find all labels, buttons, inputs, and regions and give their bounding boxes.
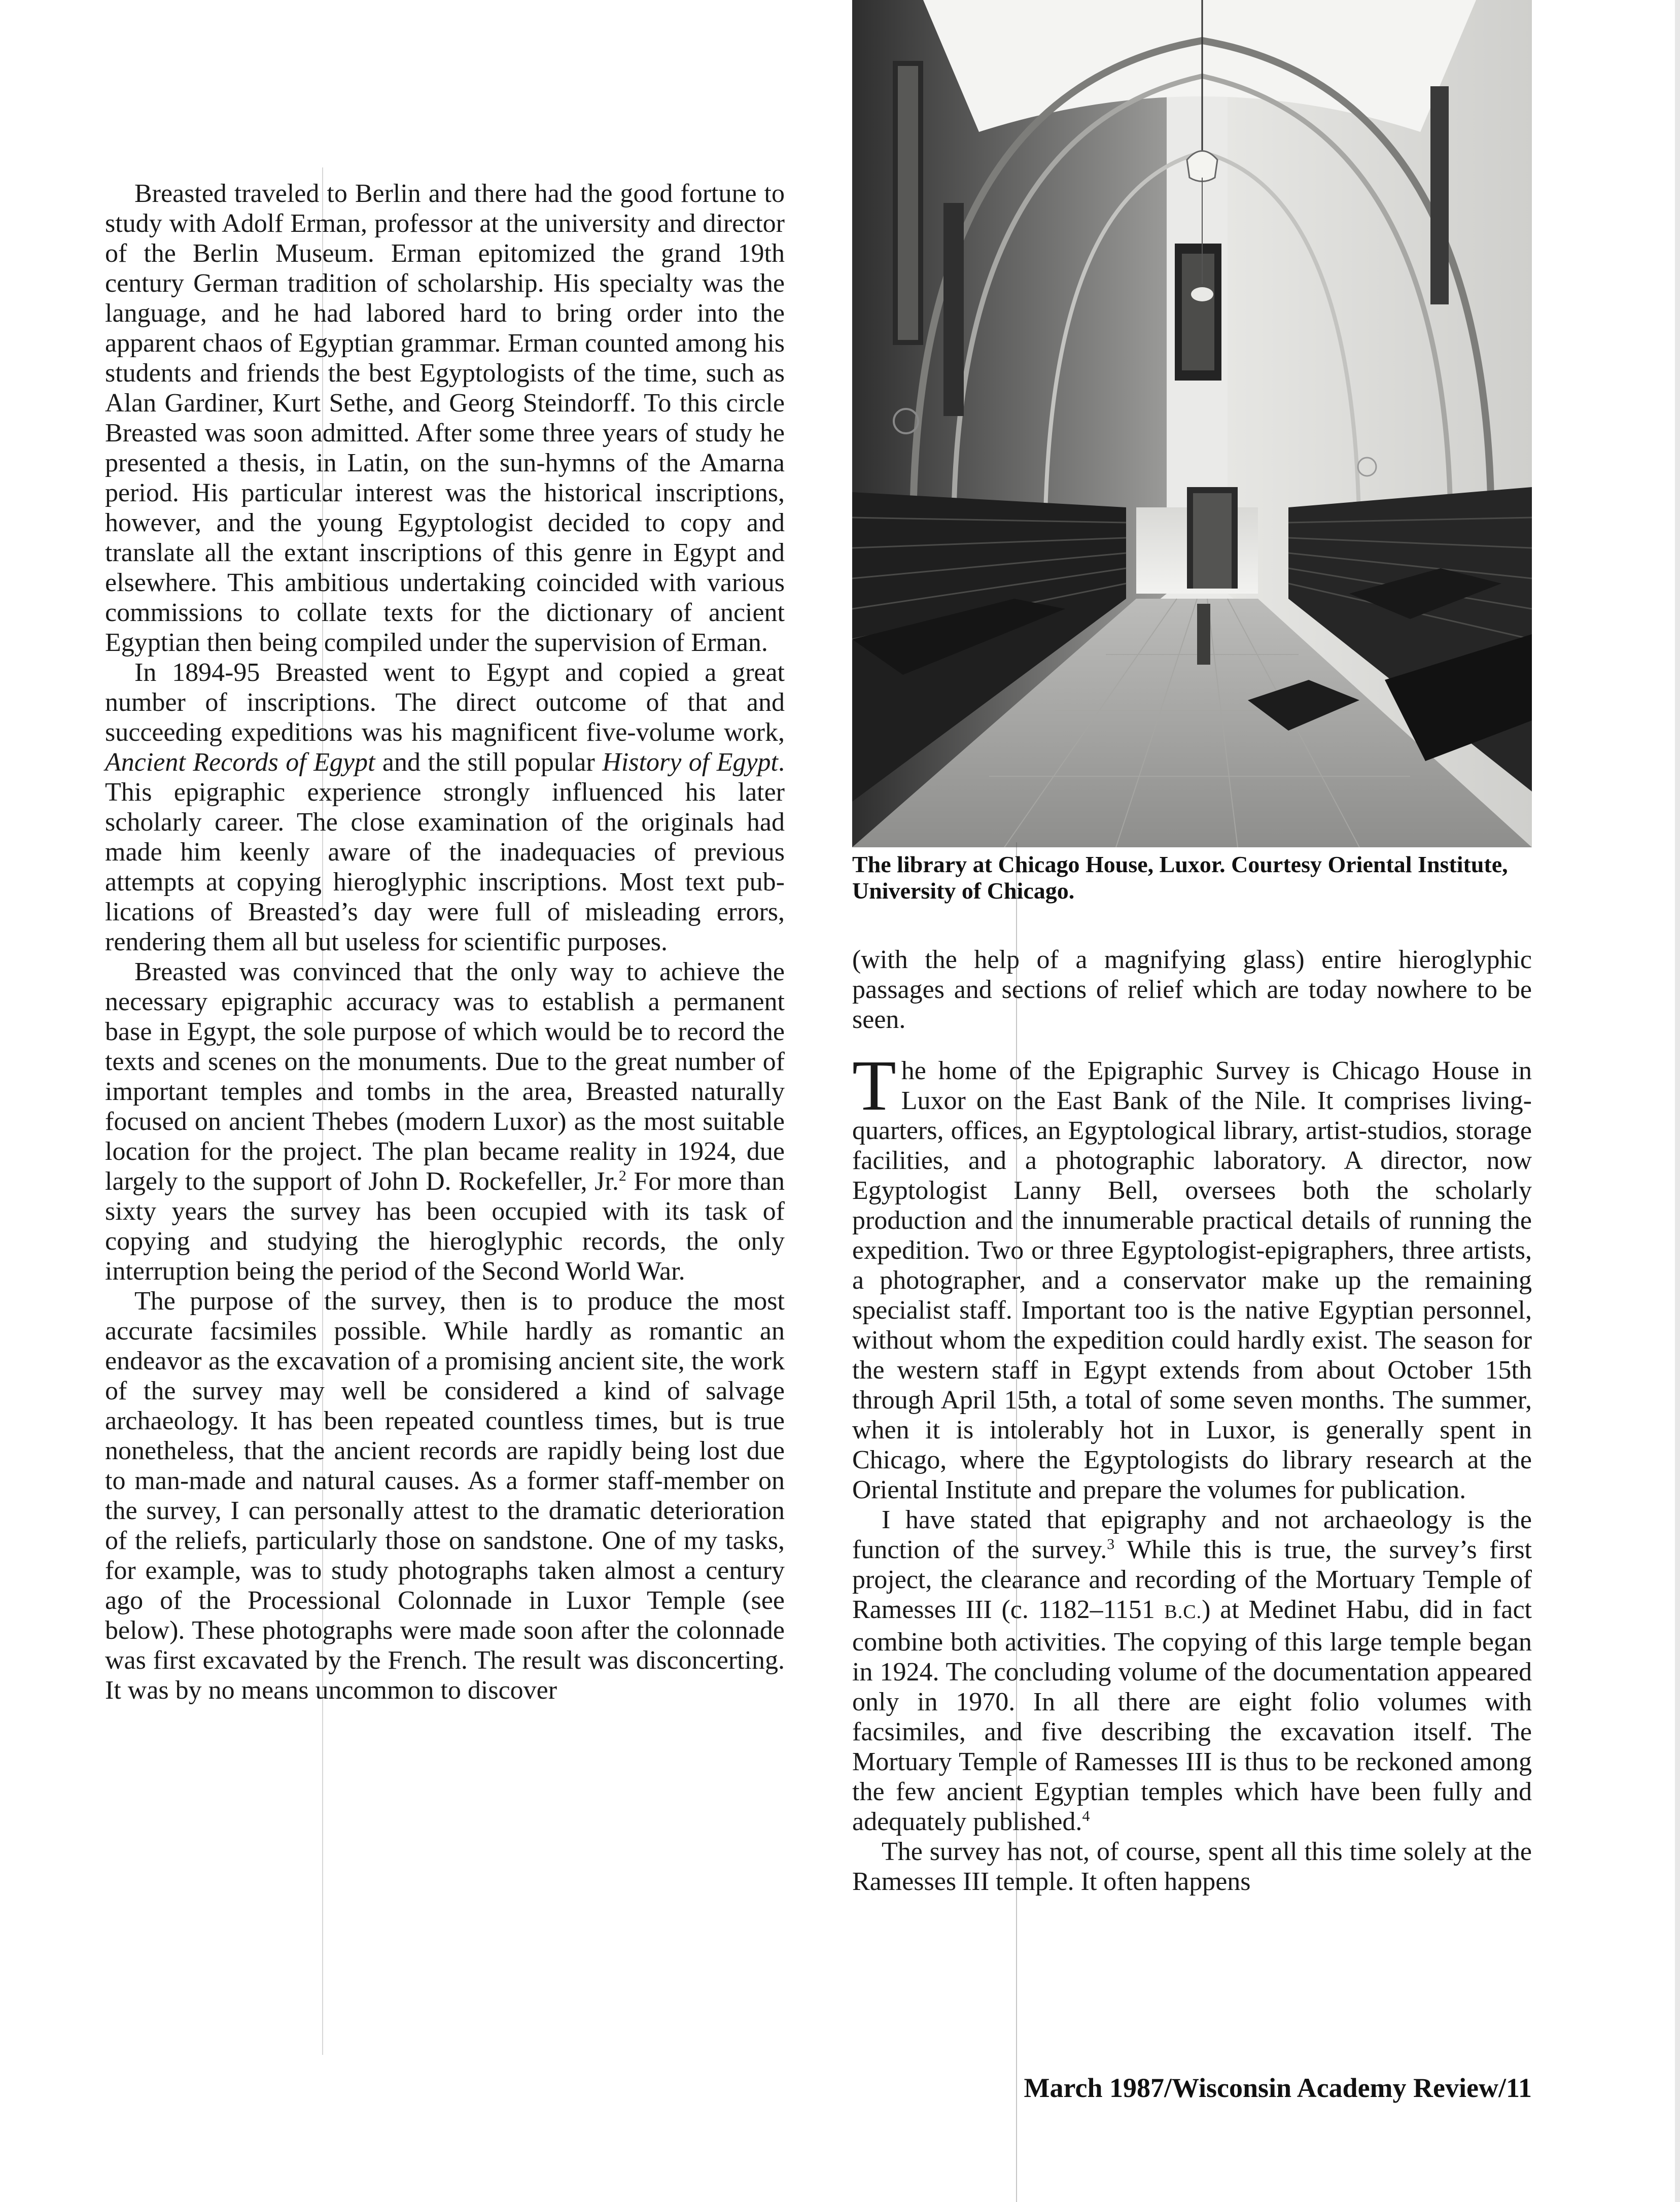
page-footer: March 1987/Wisconsin Academy Review/11 <box>1024 2073 1532 2103</box>
right-text-column <box>852 945 1532 1897</box>
paragraph-permanent-base: Breasted was convinced that the only way to achieve the necessary epigraphic accuracy was to establish a permanent base in Egypt, the sole purpose of which would be to record the texts and scenes on the monuments. Due to the great number of important temples and tombs in the area, Breasted naturally focused on ancient Thebes (modern Luxor) as the most suitable location for the project. The plan became reality in 1924, due largely to the support of John D. Rockefeller, Jr.$^2$ For more than sixty years the survey has been occupied with its task of copying and studying the hieroglyphic records, the only interruption being the period of the Second World War. <box>105 957 785 1286</box>
paragraph-survey-purpose: The purpose of the survey, then is to produce the most accurate facsimiles possible. While hardly as romantic an endeavor as the excavation of a promising ancient site, the work of the survey may well be considered a kind of salvage archaeology. It has been repeated countless times, but is true nonetheless, that the ancient records are rapidly being lost due to man-made and natural causes. As a former staff-member on the survey, I can personally attest to the dramatic deterioration of the reliefs, particularly those on sandstone. One of my tasks, for example, was to study photographs taken almost a century ago of the Processional Colonnade in Luxor Temple (see below). These photographs were made soon after the colonnade was first excavated by the French. The result was disconcerting. It was by no means uncommon to discover <box>105 1287 785 1705</box>
paragraph-berlin: Breasted traveled to Berlin and there had the good fortune to study with Adolf Erman, professor at the university and director of the Berlin Museum. Erman epitomized the grand 19th century German tradition of scholarship. His specialty was the language, and he had labored hard to bring order into the apparent chaos of Egyptian grammar. Erman counted among his students and friends the best Egyptologists of the time, such as Alan Gardiner, Kurt Sethe, and Georg Steindorff. To this circle Breasted was soon admitted. After some three years of study he presented a thesis, in Latin, on the sun-hymns of the Amarna period. His particular interest was the historical inscriptions, however, and the young Egyptologist decided to copy and translate all the extant inscriptions of this genre in Egypt and elsewhere. This ambitious undertaking coincided with various commissions to collate texts for the dictionary of ancient Egyptian then being compiled under the supervision of Erman. <box>105 179 785 657</box>
book-title-ancient-records: Ancient Records of Egypt <box>105 748 375 777</box>
footnote-ref-3: 3 <box>1107 1536 1115 1553</box>
left-text-column <box>105 179 785 1705</box>
era-abbreviation: B.C. <box>1164 1601 1202 1623</box>
drop-cap-letter: T <box>852 1045 896 1125</box>
paragraph-chicago-house: The home of the Epigraphic Survey is Chicago House in Luxor on the East Bank of the Nile. It comprises living-quarters, offices, an Egyptological library, artist-studios, storage facilities, and a photographic laboratory. A director, now Egyptologist Lanny Bell, oversees both the scholarly production and the innumerable practical details of running the expedition. Two or three Egyptologist-epigraphers, three artists, a photographer, and a conservator make up the remaining specialist staff. Important too is the native Egyptian personnel, without whom the expedition could hardly exist. The season for the western staff in Egypt extends from about October 15th through April 15th, a total of some seven months. The summer, when it is intolerably hot in Luxor, is generally spent in Chicago, where the Egyptologists do library research at the Oriental Institute and prepare the volumes for publication. <box>852 1045 1532 1504</box>
paragraph-epigraphy-function: I have stated that epigraphy and not archaeology is the function of the survey.$^3$ While this is true, the survey’s first project, the clearance and recording of the Mortuary Temple of Ramesses III (c. 1182–1151 B.C.) at Medinet Habu, did in fact combine both activities. The copying of this large temple began in 1924. The concluding volume of the documentation appeared only in 1970. In all there are eight folio volumes with facsimiles, and five describing the excavation itself. The Mortuary Temple of Ramesses III is thus to be reckoned among the few ancient Egyptian temples which have been fully and adequately published.$^4$ <box>852 1505 1532 1836</box>
page-edge-shadow <box>1675 0 1680 2202</box>
paragraph-egypt-1894: In 1894-95 Breasted went to Egypt and copied a great number of inscriptions. The direct outcome of that and succeeding expeditions was his magnificent five-volume work, Ancient Records of Egypt and the still popular History of Egypt. This epigraphic experience strongly influenced his later scholarly career. The close examination of the originals had made him keenly aware of the inadequacies of previous attempts at copying hieroglyphic inscriptions. Most text publications of Breasted’s day were full of misleading errors, rendering them all but useless for scientific purposes. <box>105 658 785 956</box>
book-title-history-of-egypt: History of Egypt <box>602 748 778 777</box>
page-crease-right <box>1016 842 1017 2202</box>
paragraph-survey-elsewhere: The survey has not, of course, spent all this time solely at the Ramesses III temple. It often happens <box>852 1837 1532 1896</box>
paragraph-magnifying-glass: (with the help of a magnifying glass) entire hieroglyphic passages and sections of relief which are today nowhere to be seen. <box>852 945 1532 1034</box>
photo-caption: The library at Chicago House, Luxor. Courtesy Oriental Institute, University of Chicago. <box>852 851 1508 904</box>
library-photo <box>852 0 1532 847</box>
footnote-ref-4: 4 <box>1082 1808 1090 1825</box>
footnote-ref-2: 2 <box>618 1167 626 1184</box>
